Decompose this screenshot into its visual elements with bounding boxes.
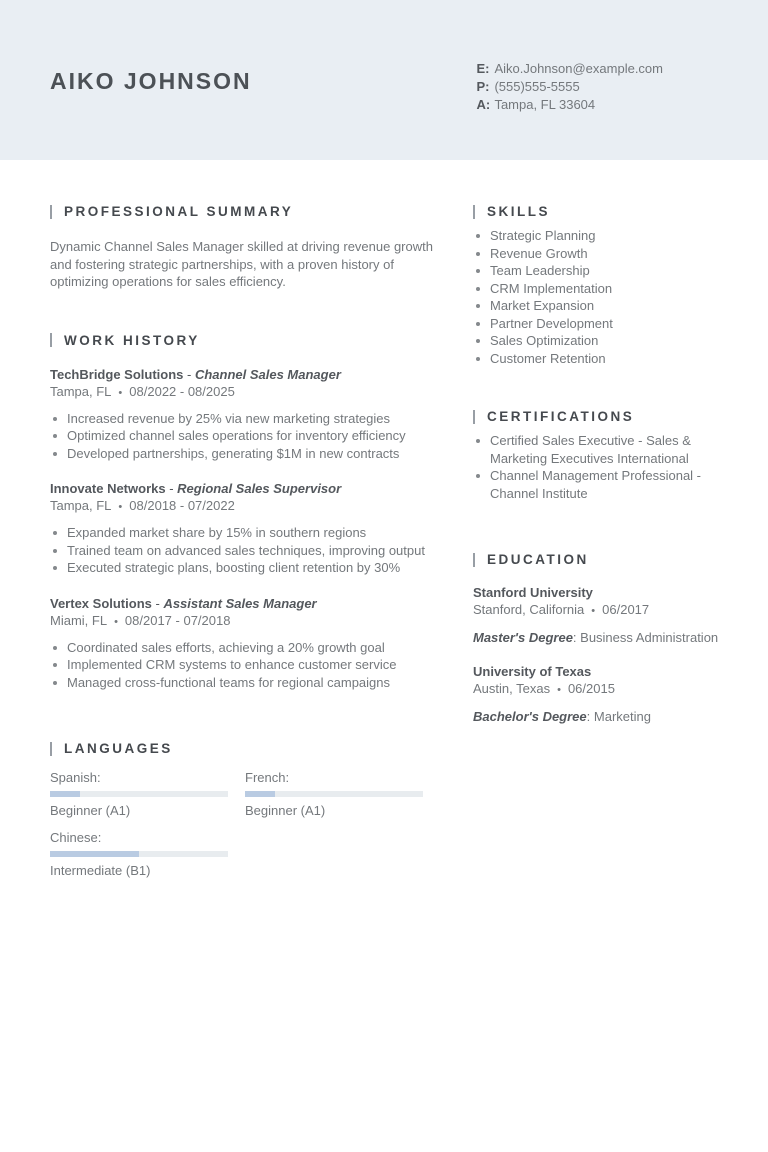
section-title: CERTIFICATIONS [487, 409, 635, 424]
section-languages [50, 741, 448, 878]
job-meta-line [50, 383, 448, 402]
certification-item: Channel Management Professional - Channel Institute [473, 467, 723, 502]
section-certifications [473, 409, 723, 502]
candidate-name: AIKO JOHNSON [50, 67, 252, 94]
contact-phone-row [476, 80, 663, 94]
language-level: Beginner (A1) [245, 803, 326, 818]
job-location: Tampa, FL [50, 383, 112, 399]
skill-item: Revenue Growth [473, 245, 723, 263]
job-company: Vertex Solutions [50, 595, 152, 611]
job-entry [50, 366, 448, 463]
language-item [50, 830, 228, 878]
email-label: E: [476, 61, 490, 76]
language-name: Chinese: [50, 830, 102, 845]
meta-dot: • [118, 501, 123, 513]
meta-dot: • [114, 615, 118, 628]
resume-body [0, 160, 768, 878]
skill-item: Team Leadership [473, 262, 723, 280]
skill-item: Customer Retention [473, 350, 723, 368]
section-title: LANGUAGES [64, 741, 173, 756]
skill-item: Sales Optimization [473, 332, 723, 350]
language-progress-track [50, 791, 228, 797]
resume-header [0, 0, 768, 160]
section-title: PROFESSIONAL SUMMARY [64, 204, 294, 219]
language-grid [50, 770, 448, 878]
meta-dot: • [591, 605, 596, 617]
section-marker [473, 205, 475, 219]
skill-item: Partner Development [473, 315, 723, 333]
job-dash: - [151, 595, 164, 611]
job-dates: 08/2022 - 08/2025 [129, 383, 235, 399]
section-marker [50, 205, 52, 219]
job-bullet: Optimized channel sales operations for inventory efficiency [50, 427, 448, 445]
language-name: French: [245, 770, 290, 785]
language-item [50, 770, 228, 818]
section-heading [50, 204, 448, 219]
degree-line [473, 629, 723, 646]
school-date: 06/2015 [567, 681, 615, 696]
school-name: Stanford University [473, 585, 593, 600]
contact-block [476, 62, 663, 112]
section-skills [473, 204, 723, 367]
school-meta-line [473, 680, 723, 699]
job-dash: - [165, 481, 178, 496]
job-dates: 08/2017 - 07/2018 [124, 612, 231, 628]
job-bullet: Implemented CRM systems to enhance customer service [50, 656, 448, 674]
job-bullet: Trained team on advanced sales techniques, improving output [50, 542, 448, 560]
job-bullet: Developed partnerships, generating $1M in new contracts [50, 445, 448, 463]
phone-label: P: [476, 79, 490, 94]
section-marker [473, 553, 475, 567]
section-marker [473, 410, 475, 424]
degree-field: : Marketing [586, 709, 651, 724]
left-column [50, 160, 448, 878]
meta-dot: • [557, 684, 561, 696]
email-value: Aiko.Johnson@example.com [494, 61, 663, 76]
job-bullet: Expanded market share by 15% in southern regions [50, 524, 448, 542]
education-entry [473, 584, 723, 646]
right-column [473, 160, 723, 878]
job-bullet: Coordinated sales efforts, achieving a 20% growth goal [50, 639, 448, 657]
education-entry [473, 663, 723, 725]
section-marker [50, 742, 52, 756]
section-heading [473, 204, 723, 219]
section-heading [50, 333, 448, 348]
school-date: 06/2017 [602, 602, 650, 617]
language-item [245, 770, 423, 818]
section-heading [473, 409, 723, 424]
contact-email-row [476, 62, 663, 76]
job-dates: 08/2018 - 07/2022 [129, 498, 235, 513]
language-progress-track [50, 851, 228, 857]
job-title-line [50, 366, 448, 383]
school-name: University of Texas [473, 664, 592, 679]
job-location: Tampa, FL [50, 498, 112, 513]
job-bullet-list [50, 639, 448, 692]
degree-field: : Business Administration [572, 630, 719, 645]
job-dash: - [183, 366, 195, 382]
certification-item: Certified Sales Executive - Sales & Marketing Executives International [473, 432, 723, 467]
job-title-line [50, 595, 448, 612]
job-title-line [50, 480, 448, 497]
address-label: A: [476, 97, 491, 112]
skill-item: Strategic Planning [473, 227, 723, 245]
school-location: Austin, Texas [473, 681, 551, 696]
degree-label: Master's Degree [473, 630, 573, 645]
job-bullet-list [50, 524, 448, 577]
job-entry [50, 480, 448, 577]
section-heading [473, 552, 723, 567]
section-marker [50, 333, 52, 347]
address-value: Tampa, FL 33604 [494, 97, 596, 112]
language-progress-fill [50, 791, 80, 797]
language-level: Intermediate (B1) [50, 863, 151, 878]
section-title: EDUCATION [487, 552, 589, 567]
job-meta-line [50, 497, 448, 516]
job-role: Assistant Sales Manager [163, 595, 317, 611]
phone-value: (555)555-5555 [494, 79, 580, 94]
section-title: WORK HISTORY [64, 332, 200, 348]
skill-item: Market Expansion [473, 297, 723, 315]
job-bullet: Executed strategic plans, boosting client retention by 30% [50, 559, 448, 577]
language-progress-fill [245, 791, 275, 797]
job-company: Innovate Networks [50, 481, 166, 496]
language-progress-fill [50, 851, 139, 857]
job-bullet: Increased revenue by 25% via new marketing strategies [50, 410, 448, 428]
job-company: TechBridge Solutions [50, 366, 184, 382]
job-meta-line [50, 612, 448, 631]
language-progress-track [245, 791, 423, 797]
section-heading [50, 741, 448, 756]
job-bullet-list [50, 410, 448, 463]
job-entry [50, 595, 448, 692]
language-name: Spanish: [50, 770, 101, 785]
job-bullet: Managed cross-functional teams for regional campaigns [50, 674, 448, 692]
skills-list [473, 227, 723, 367]
job-role: Channel Sales Manager [194, 366, 341, 382]
section-title: SKILLS [487, 204, 551, 219]
degree-label: Bachelor's Degree [473, 709, 587, 724]
meta-dot: • [118, 386, 123, 399]
summary-text: Dynamic Channel Sales Manager skilled at driving revenue growth and fostering strategic partnerships, with a proven history of optimizing operations for sales efficiency. [50, 239, 433, 289]
school-meta-line [473, 601, 723, 620]
section-professional-summary [50, 204, 448, 291]
section-work-history [50, 333, 448, 692]
language-level: Beginner (A1) [50, 803, 131, 818]
contact-address-row [476, 98, 663, 112]
school-location: Stanford, California [473, 602, 585, 617]
job-role: Regional Sales Supervisor [177, 481, 342, 496]
section-education [473, 552, 723, 725]
job-location: Miami, FL [50, 612, 108, 628]
degree-line [473, 708, 723, 725]
certifications-list [473, 432, 723, 502]
skill-item: CRM Implementation [473, 280, 723, 298]
